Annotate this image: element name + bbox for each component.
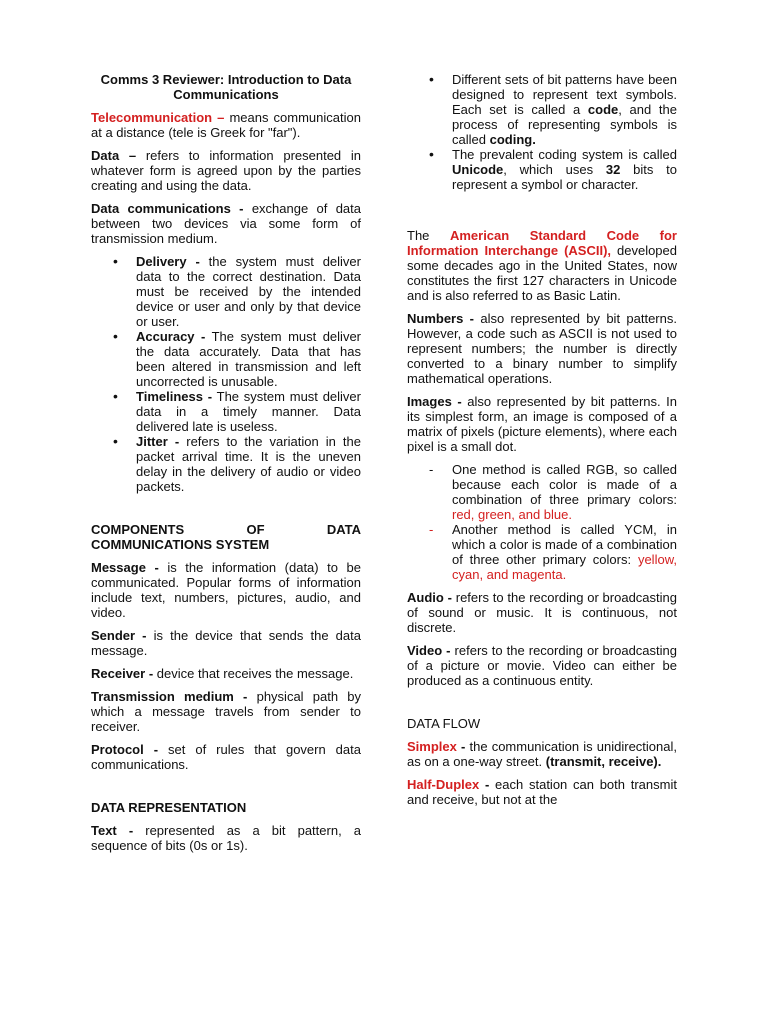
characteristic-definition: The system must deliver the data accurately. Data that has been altered in transmission and left uncorrected is unusable. (136, 329, 362, 389)
characteristic-term: Delivery - (136, 254, 200, 269)
spacer (91, 502, 361, 522)
coding-list (407, 72, 677, 192)
numbers-term: Numbers - (407, 311, 475, 326)
component-term: Message - (91, 560, 159, 575)
left-column (91, 72, 361, 861)
list-item (407, 462, 677, 522)
bullet-text: , and the process of representing symbols is called (452, 102, 677, 147)
audio-paragraph (407, 590, 677, 635)
text-definition: represented as a bit pattern, a sequence of bits (0s or 1s). (91, 823, 361, 853)
bullet-text: The prevalent coding system is called (452, 147, 677, 162)
data-term: Data – (91, 148, 137, 163)
list-item (91, 329, 361, 389)
datacomm-paragraph (91, 201, 361, 246)
images-term: Images - (407, 394, 462, 409)
components-heading: COMPONENTS OF DATA COMMUNICATIONS SYSTEM (91, 522, 361, 552)
numbers-definition: also represented by bit patterns. However, a code such as ASCII is not used to represent numbers; the number is directly converted to a binary number to simplify mathematical operations. (407, 311, 677, 386)
characteristics-list (91, 254, 361, 494)
list-item (407, 147, 677, 192)
component-definition: physical path by which a message travels from sender to receiver. (91, 689, 361, 734)
characteristic-term: Jitter - (136, 434, 180, 449)
bits-count: 32 (605, 162, 621, 177)
characteristic-definition: the system must deliver data to the correct destination. Data must be received by the intended device or user and only by that device or user. (136, 254, 361, 329)
spacer (91, 780, 361, 800)
component-definition: device that receives the message. (156, 666, 354, 681)
characteristic-definition: The system must deliver data in a timely manner. Data delivered late is useless. (136, 389, 361, 434)
bullet-text: bits to represent a symbol or character. (452, 162, 677, 192)
video-paragraph (407, 643, 677, 688)
bullet-text: , which uses (503, 162, 594, 177)
halfduplex-paragraph (407, 777, 677, 807)
component-definition: set of rules that govern data communications. (91, 742, 361, 772)
images-paragraph (407, 394, 677, 454)
component-term: Transmission medium - (91, 689, 248, 704)
component-term: Sender - (91, 628, 147, 643)
halfduplex-definition: each station can both transmit and receive, but not at the (407, 777, 677, 807)
dash-marker: - (429, 462, 434, 477)
halfduplex-dash: - (484, 777, 490, 792)
text-paragraph (91, 823, 361, 853)
list-item (91, 434, 361, 494)
telecom-term: Telecommunication – (91, 110, 225, 125)
component-paragraph (91, 742, 361, 772)
list-item (91, 254, 361, 329)
rgb-colors: red, green, and blue. (452, 507, 572, 522)
audio-term: Audio - (407, 590, 452, 605)
component-paragraph (91, 560, 361, 620)
right-column (407, 72, 677, 815)
component-paragraph (91, 689, 361, 734)
characteristic-definition: refers to the variation in the packet arrival time. It is the uneven delay in the delivery of audio or video packets. (136, 434, 362, 494)
bullet-text: Different sets of bit patterns have been designed to represent text symbols. Each set is called a (452, 72, 677, 117)
text-term: Text - (91, 823, 134, 838)
list-item (91, 389, 361, 434)
code-term: code (587, 102, 619, 117)
document-title: Comms 3 Reviewer: Introduction to Data Communications (100, 72, 352, 102)
component-definition: is the device that sends the data message. (91, 628, 361, 658)
component-paragraph (91, 666, 361, 681)
spacer (407, 200, 677, 228)
list-item (407, 72, 677, 147)
simplex-note: (transmit, receive). (545, 754, 662, 769)
ascii-lead: The (407, 228, 430, 243)
telecom-paragraph (91, 110, 361, 140)
halfduplex-term: Half-Duplex (407, 777, 480, 792)
video-definition: refers to the recording or broadcasting of a picture or movie. Video can either be produced as a continuous entity. (407, 643, 677, 688)
data-paragraph (91, 148, 361, 193)
simplex-definition: the communication is unidirectional, as on a one-way street. (407, 739, 677, 769)
dash-marker: - (429, 522, 434, 537)
component-term: Protocol - (91, 742, 159, 757)
component-definition: is the information (data) to be communicated. Popular forms of information include text, numbers, pictures, audio, and video. (91, 560, 361, 620)
representation-heading: DATA REPRESENTATION (91, 800, 247, 815)
dataflow-heading: DATA FLOW (407, 716, 481, 731)
component-paragraph (91, 628, 361, 658)
coding-term: coding. (489, 132, 536, 147)
telecom-definition: means communication at a distance (tele is Greek for "far"). (91, 110, 361, 140)
datacomm-definition: exchange of data between two devices via some form of transmission medium. (91, 201, 361, 246)
numbers-paragraph (407, 311, 677, 386)
color-methods-list (407, 462, 677, 582)
characteristic-term: Timeliness - (136, 389, 213, 404)
list-item (407, 522, 677, 582)
images-definition: also represented by bit patterns. In its simplest form, an image is composed of a matrix of pixels (picture elements), where each pixel is a small dot. (407, 394, 677, 454)
characteristic-term: Accuracy - (136, 329, 206, 344)
data-definition: refers to information presented in whatever form is agreed upon by the parties creating and using the data. (91, 148, 361, 193)
ycm-colors: yellow, cyan, and magenta. (452, 552, 677, 582)
rgb-text: One method is called RGB, so called because each color is made of a combination of three primary colors: (452, 462, 677, 507)
unicode-term: Unicode (452, 162, 504, 177)
video-term: Video - (407, 643, 451, 658)
ascii-term: American Standard Code for Information Interchange (ASCII), (407, 228, 677, 258)
audio-definition: refers to the recording or broadcasting of sound or music. It is continuous, not discrete. (407, 590, 677, 635)
ascii-definition: developed some decades ago in the United States, now constitutes the first 127 characters in Unicode and is also referred to as Basic Latin. (407, 243, 677, 303)
simplex-paragraph (407, 739, 677, 769)
spacer (407, 696, 677, 716)
component-term: Receiver - (91, 666, 154, 681)
ascii-paragraph (407, 228, 677, 303)
simplex-dash: - (461, 739, 466, 754)
ycm-text: Another method is called YCM, in which a color is made of a combination of three other primary colors: (452, 522, 677, 567)
simplex-term: Simplex (407, 739, 457, 754)
datacomm-term: Data communications - (91, 201, 244, 216)
